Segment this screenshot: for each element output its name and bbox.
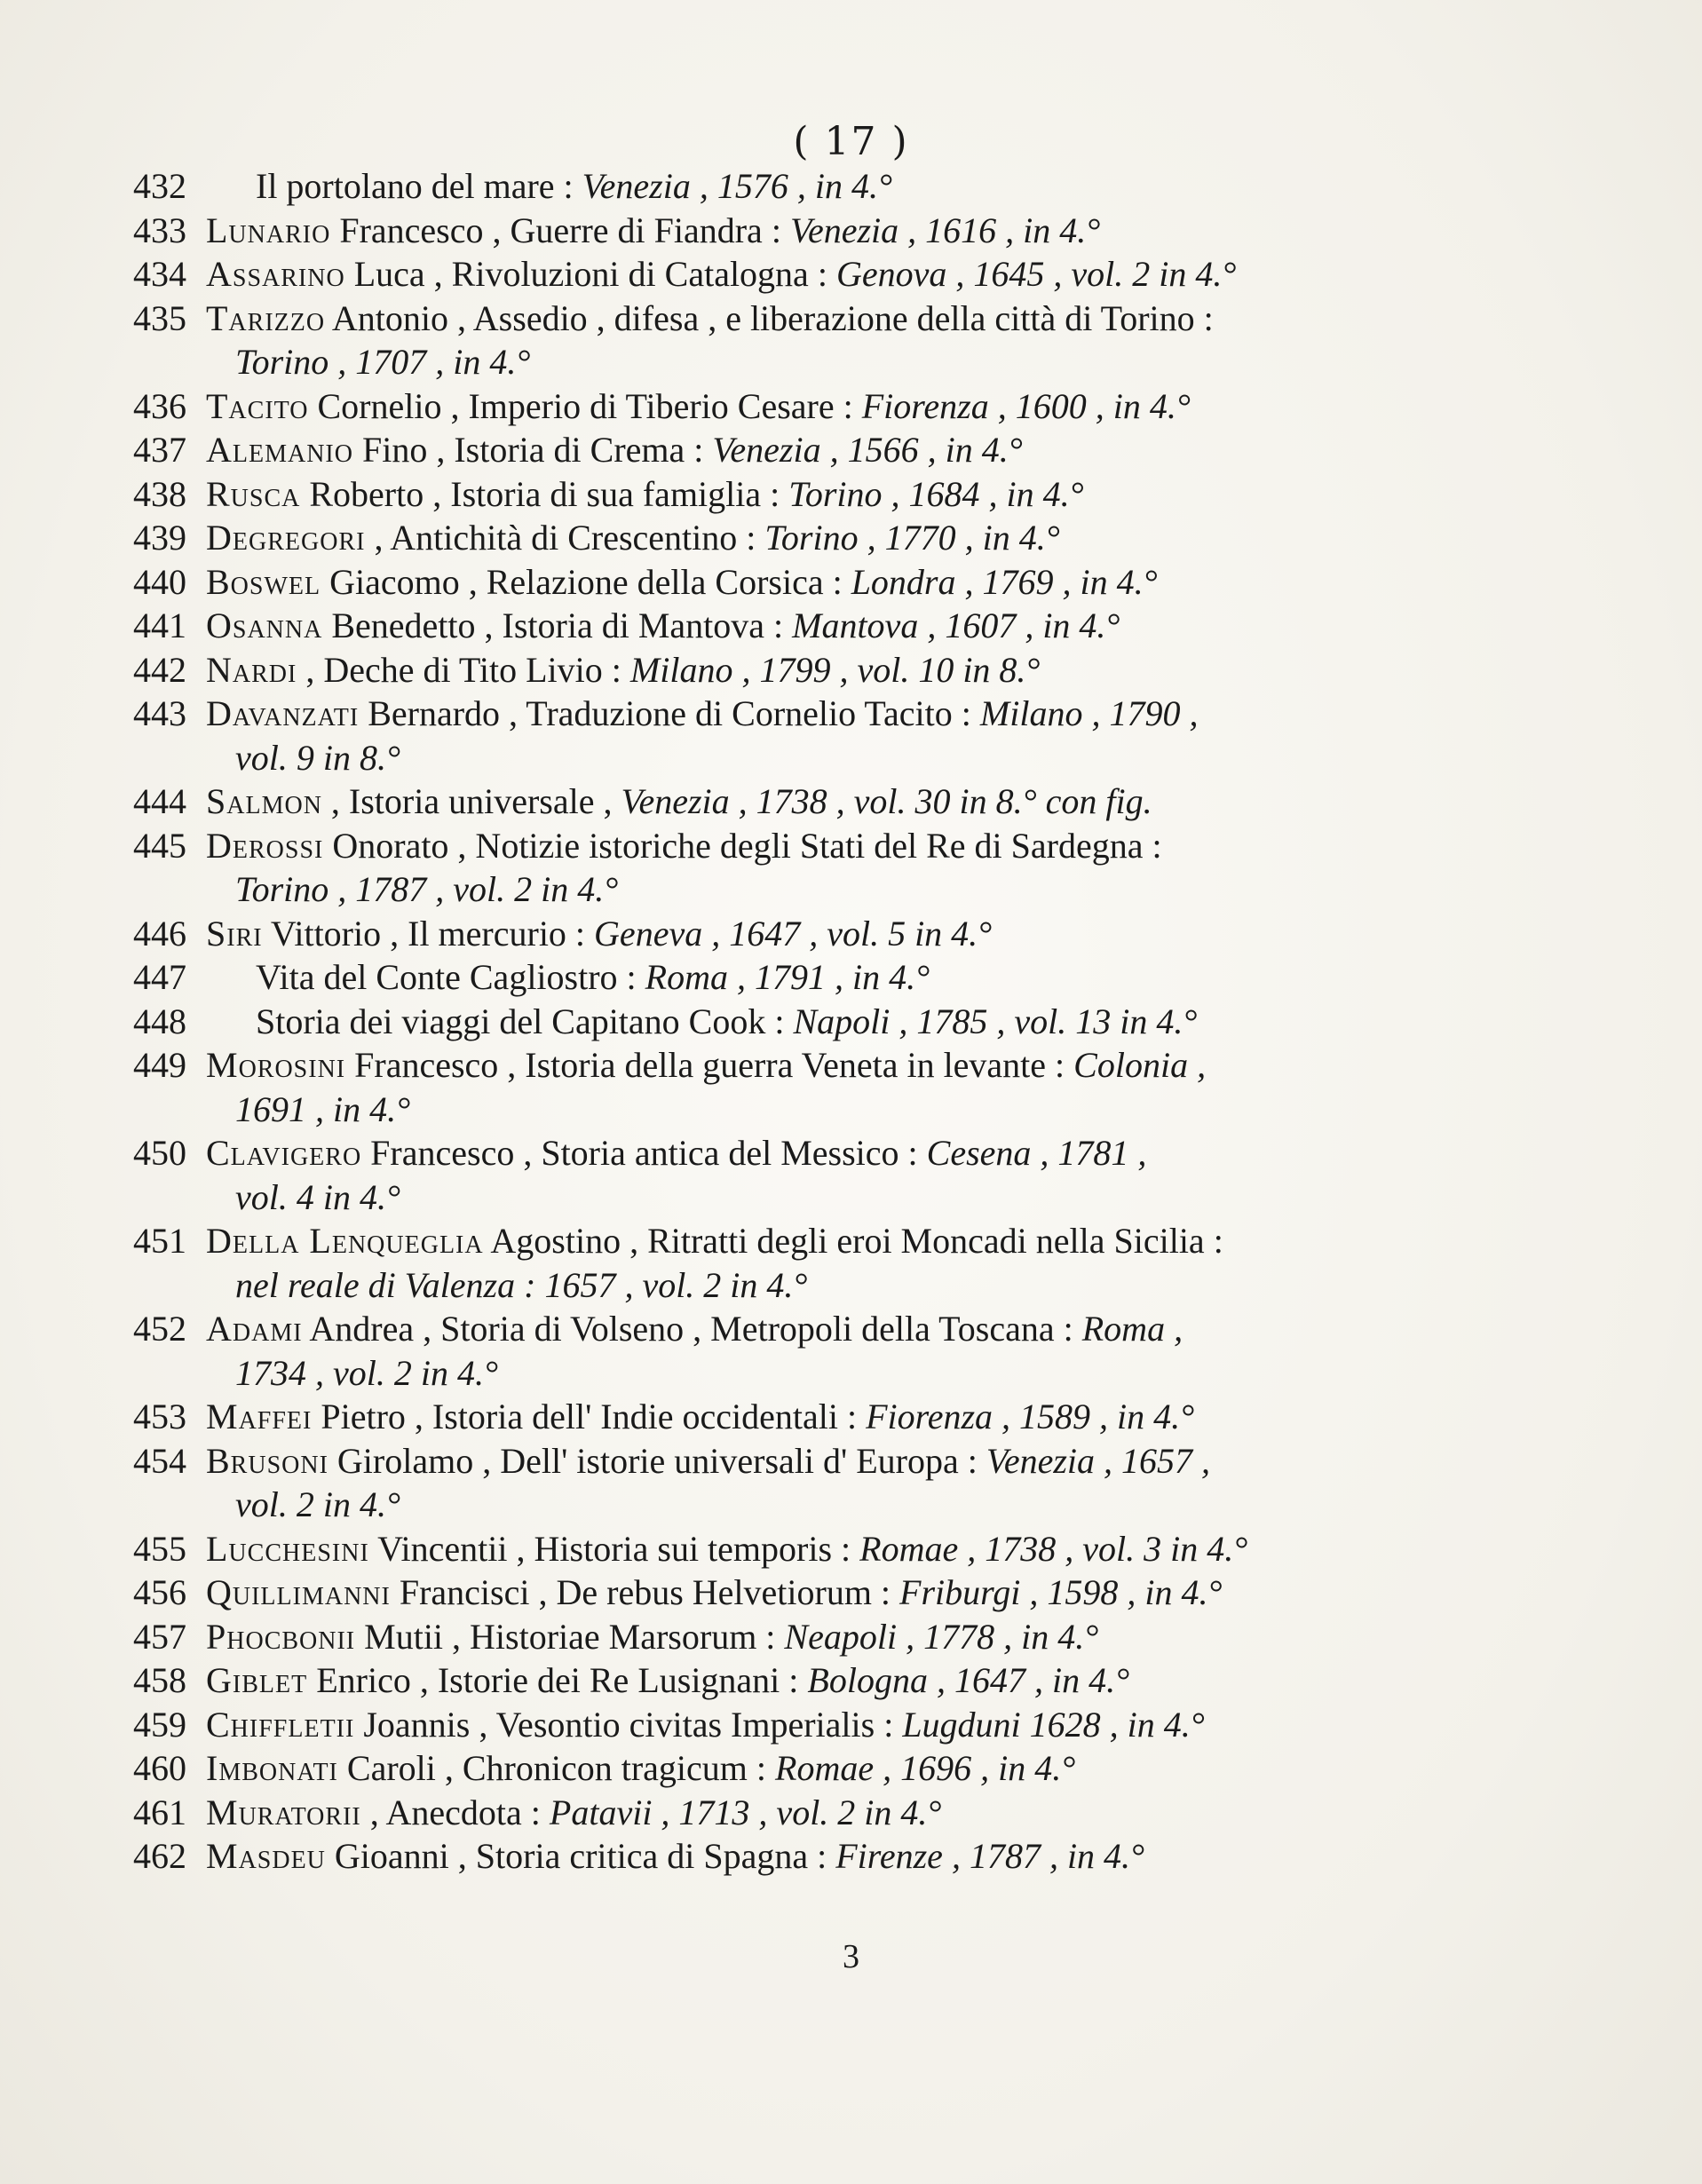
entry-number: 450 — [133, 1133, 186, 1173]
entry-number: 456 — [133, 1572, 186, 1612]
entry-number: 455 — [133, 1528, 186, 1569]
entry-text — [206, 1043, 1643, 1088]
entry-imprint: Cesena , 1781 , — [926, 1133, 1147, 1173]
catalogue-entry — [133, 1043, 1643, 1088]
entry-author: Nardi — [206, 649, 297, 690]
entry-number: 458 — [133, 1660, 186, 1700]
entry-text — [206, 252, 1643, 297]
entry-author: Derossi — [206, 825, 324, 866]
entry-imprint: Venezia , 1657 , — [986, 1440, 1211, 1481]
entry-author: Morosini — [206, 1045, 346, 1085]
entry-number: 459 — [133, 1704, 186, 1745]
entry-text — [206, 297, 1643, 341]
entry-author: Davanzati — [206, 693, 360, 733]
entry-text — [206, 1219, 1643, 1263]
catalogue-entry — [133, 1703, 1643, 1747]
entry-text — [206, 209, 1643, 253]
entry-text — [206, 560, 1643, 605]
entry-text — [206, 472, 1643, 517]
entry-text — [206, 1615, 1643, 1659]
catalogue-entry — [133, 252, 1643, 297]
entry-imprint: Torino , 1684 , in 4.° — [788, 473, 1084, 514]
entry-author: Rusca — [206, 473, 301, 514]
entry-imprint: Venezia , 1616 , in 4.° — [789, 210, 1101, 250]
entry-text — [206, 428, 1643, 472]
catalogue-entry — [133, 1219, 1643, 1263]
entry-author: Lunario — [206, 210, 331, 250]
entry-title: Mutii , Historiae Marsorum : — [364, 1616, 776, 1657]
entry-text — [206, 1527, 1643, 1571]
entry-number: 462 — [133, 1836, 186, 1876]
catalogue-entry — [133, 1527, 1643, 1571]
entry-text — [206, 164, 1643, 209]
entry-number: 442 — [133, 649, 186, 690]
entry-title: Francesco , Guerre di Fiandra : — [339, 210, 781, 250]
entry-title: Francesco , Storia antica del Messico : — [370, 1133, 918, 1173]
entry-title: Onorato , Notizie istoriche degli Stati del Re di Sardegna : — [332, 825, 1162, 866]
entry-number: 449 — [133, 1045, 186, 1085]
entry-number: 433 — [133, 210, 186, 250]
entry-title: Caroli , Chronicon tragicum : — [346, 1748, 767, 1788]
entry-title: , Antichità di Crescentino : — [374, 518, 756, 558]
entry-number: 447 — [133, 957, 186, 997]
entry-imprint: Napoli , 1785 , vol. 13 in 4.° — [793, 1001, 1198, 1041]
entry-title: Francisci , De rebus Helvetiorum : — [399, 1572, 891, 1612]
entry-title: Vittorio , Il mercurio : — [270, 913, 586, 954]
entry-number: 436 — [133, 385, 186, 426]
entry-number: 434 — [133, 254, 186, 294]
catalogue-entry — [133, 516, 1643, 560]
entry-imprint: Torino , 1770 , in 4.° — [764, 518, 1060, 558]
entry-imprint: Romae , 1696 , in 4.° — [775, 1748, 1076, 1788]
page-number: ( 17 ) — [793, 119, 909, 164]
entry-imprint: Londra , 1769 , in 4.° — [851, 561, 1158, 602]
entry-title: Luca , Rivoluzioni di Catalogna : — [353, 254, 827, 294]
entry-number: 454 — [133, 1440, 186, 1481]
entry-author: Della Lenqueglia — [206, 1221, 484, 1261]
entry-number: 446 — [133, 913, 186, 954]
entry-author: Boswel — [206, 561, 321, 602]
entry-number: 452 — [133, 1309, 186, 1349]
entry-title: Fino , Istoria di Crema : — [361, 430, 704, 470]
catalogue-entry — [133, 692, 1643, 736]
catalogue-entry — [133, 604, 1643, 648]
entry-title: Cornelio , Imperio di Tiberio Cesare : — [317, 385, 853, 426]
entry-title: , Anecdota : — [369, 1792, 541, 1832]
entry-author: Muratorii — [206, 1792, 361, 1832]
entry-author: Tacito — [206, 385, 309, 426]
catalogue-entry — [133, 164, 1643, 209]
entry-text — [206, 1791, 1643, 1835]
catalogue-entry — [133, 955, 1643, 1000]
entry-number: 445 — [133, 825, 186, 866]
entry-number: 457 — [133, 1616, 186, 1657]
entry-title: Antonio , Assedio , difesa , e liberazione della città di Torino : — [331, 297, 1214, 338]
entry-title: Andrea , Storia di Volseno , Metropoli della Toscana : — [309, 1309, 1073, 1349]
entry-imprint: Friburgi , 1598 , in 4.° — [899, 1572, 1223, 1612]
entry-title: Gioanni , Storia critica di Spagna : — [334, 1836, 827, 1876]
entry-continuation: vol. 2 in 4.° — [235, 1484, 400, 1524]
entry-text — [206, 955, 1643, 1000]
entry-author: Masdeu — [206, 1836, 326, 1876]
entry-text — [206, 516, 1643, 560]
entry-number: 435 — [133, 297, 186, 338]
entry-continuation: 1691 , in 4.° — [235, 1088, 411, 1129]
entry-text — [206, 1395, 1643, 1439]
entry-imprint: Bologna , 1647 , in 4.° — [807, 1660, 1130, 1700]
entry-imprint: Mantova , 1607 , in 4.° — [792, 605, 1120, 645]
entry-text — [206, 1746, 1643, 1791]
entry-author: Osanna — [206, 605, 323, 645]
catalogue-entry — [133, 912, 1643, 956]
catalogue-entry — [133, 297, 1643, 341]
entry-title: Joannis , Vesontio civitas Imperialis : — [363, 1704, 894, 1745]
entry-number: 451 — [133, 1221, 186, 1261]
catalogue-entry — [133, 1000, 1643, 1044]
catalogue-entry — [133, 384, 1643, 429]
catalogue-entry — [133, 1615, 1643, 1659]
entry-number: 438 — [133, 473, 186, 514]
entry-imprint: Venezia , 1566 , in 4.° — [712, 430, 1023, 470]
catalogue-entry — [133, 1395, 1643, 1439]
entry-continuation: Torino , 1707 , in 4.° — [235, 342, 531, 382]
entry-title: Benedetto , Istoria di Mantova : — [331, 605, 784, 645]
entry-author: Phocbonii — [206, 1616, 356, 1657]
entry-imprint: Venezia , 1576 , in 4.° — [582, 166, 892, 206]
entry-author: Assarino — [206, 254, 345, 294]
catalogue-entry — [133, 1791, 1643, 1835]
entry-title: , Deche di Tito Livio : — [305, 649, 621, 690]
catalogue-entry — [133, 1307, 1643, 1351]
entry-author: Alemanio — [206, 430, 353, 470]
catalogue-entry — [133, 1746, 1643, 1791]
entry-imprint: Firenze , 1787 , in 4.° — [835, 1836, 1145, 1876]
entry-author: Tarizzo — [206, 297, 326, 338]
entry-author: Imbonati — [206, 1748, 338, 1788]
catalogue-entry — [133, 1571, 1643, 1615]
entry-title: Bernardo , Traduzione di Cornelio Tacito : — [368, 693, 971, 733]
entry-imprint: Roma , 1791 , in 4.° — [645, 957, 930, 997]
entry-title: Francesco , Istoria della guerra Veneta in levante : — [354, 1045, 1065, 1085]
entry-author: Quillimanni — [206, 1572, 391, 1612]
entry-imprint: Fiorenza , 1589 , in 4.° — [866, 1397, 1195, 1436]
catalogue-entry — [133, 560, 1643, 605]
entry-number: 440 — [133, 561, 186, 602]
entry-continuation: 1734 , vol. 2 in 4.° — [235, 1352, 498, 1393]
entry-imprint: Romae , 1738 , vol. 3 in 4.° — [859, 1528, 1248, 1569]
entry-text — [206, 384, 1643, 429]
entry-continuation: vol. 4 in 4.° — [235, 1176, 400, 1217]
entry-title: Pietro , Istoria dell' Indie occidentali : — [321, 1397, 858, 1436]
entry-continuation: vol. 9 in 8.° — [235, 737, 400, 778]
entry-number: 439 — [133, 518, 186, 558]
entry-author: Chiffletii — [206, 1704, 355, 1745]
entry-imprint: Neapoli , 1778 , in 4.° — [784, 1616, 1099, 1657]
entry-title: Roberto , Istoria di sua famiglia : — [309, 473, 780, 514]
entry-continuation: nel reale di Valenza : 1657 , vol. 2 in 4.° — [235, 1264, 808, 1305]
entry-imprint: Geneva , 1647 , vol. 5 in 4.° — [594, 913, 993, 954]
entry-title: Agostino , Ritratti degli eroi Moncadi nella Sicilia : — [490, 1221, 1223, 1261]
catalogue-entry — [133, 428, 1643, 472]
entry-author: Maffei — [206, 1397, 313, 1436]
entry-title: Vincentii , Historia sui temporis : — [377, 1528, 851, 1569]
entry-text — [206, 692, 1643, 736]
entry-text — [206, 1834, 1643, 1879]
entry-imprint: Roma , — [1081, 1309, 1183, 1349]
entry-title: Enrico , Istorie dei Re Lusignani : — [316, 1660, 799, 1700]
entry-text — [206, 604, 1643, 648]
catalogue-entry — [133, 1834, 1643, 1879]
entry-number: 437 — [133, 430, 186, 470]
entry-title: Giacomo , Relazione della Corsica : — [329, 561, 843, 602]
entry-imprint: Colonia , — [1073, 1045, 1207, 1085]
entry-author: Siri — [206, 913, 263, 954]
entry-author: Clavigero — [206, 1133, 362, 1173]
entry-imprint: Genova , 1645 , vol. 2 in 4.° — [835, 254, 1237, 294]
entry-title: Vita del Conte Cagliostro : — [256, 957, 637, 997]
entry-imprint: Lugduni 1628 , in 4.° — [902, 1704, 1205, 1745]
entry-text — [206, 1571, 1643, 1615]
entry-text — [206, 648, 1643, 692]
catalogue-entry — [133, 209, 1643, 253]
entry-number: 448 — [133, 1001, 186, 1041]
entry-title: Il portolano del mare : — [256, 166, 574, 206]
entry-imprint: Milano , 1799 , vol. 10 in 8.° — [629, 649, 1041, 690]
entry-imprint: Milano , 1790 , — [979, 693, 1199, 733]
entry-author: Giblet — [206, 1660, 308, 1700]
entry-number: 453 — [133, 1397, 186, 1436]
catalogue-entry — [133, 824, 1643, 868]
entry-imprint: Venezia , 1738 , vol. 30 in 8.° con fig. — [621, 781, 1152, 821]
entry-text — [206, 1131, 1643, 1175]
entry-number: 443 — [133, 693, 186, 733]
catalogue-list — [133, 164, 1643, 1879]
entry-text — [206, 1439, 1643, 1484]
entry-author: Degregori — [206, 518, 366, 558]
catalogue-entry — [133, 779, 1643, 824]
catalogue-entry — [133, 1439, 1643, 1484]
entry-text — [206, 779, 1643, 824]
entry-text — [206, 912, 1643, 956]
entry-number: 460 — [133, 1748, 186, 1788]
entry-title: Girolamo , Dell' istorie universali d' Europa : — [336, 1440, 978, 1481]
entry-number: 432 — [133, 166, 186, 206]
entry-imprint: Fiorenza , 1600 , in 4.° — [861, 385, 1191, 426]
catalogue-entry — [133, 472, 1643, 517]
entry-text — [206, 1000, 1643, 1044]
entry-text — [206, 1703, 1643, 1747]
entry-number: 441 — [133, 605, 186, 645]
signature-mark: 3 — [843, 1938, 859, 1975]
entry-author: Lucchesini — [206, 1528, 369, 1569]
catalogue-entry — [133, 1131, 1643, 1175]
entry-text — [206, 1307, 1643, 1351]
entry-text — [206, 1658, 1643, 1703]
entry-author: Adami — [206, 1309, 303, 1349]
entry-author: Salmon — [206, 781, 322, 821]
catalogue-entry — [133, 1658, 1643, 1703]
catalogue-entry — [133, 648, 1643, 692]
entry-continuation: Torino , 1787 , vol. 2 in 4.° — [235, 869, 619, 909]
entry-number: 461 — [133, 1792, 186, 1832]
entry-author: Brusoni — [206, 1440, 329, 1481]
entry-number: 444 — [133, 781, 186, 821]
entry-imprint: Patavii , 1713 , vol. 2 in 4.° — [549, 1792, 942, 1832]
entry-title: Storia dei viaggi del Capitano Cook : — [256, 1001, 785, 1041]
entry-text — [206, 824, 1643, 868]
entry-title: , Istoria universale , — [330, 781, 613, 821]
